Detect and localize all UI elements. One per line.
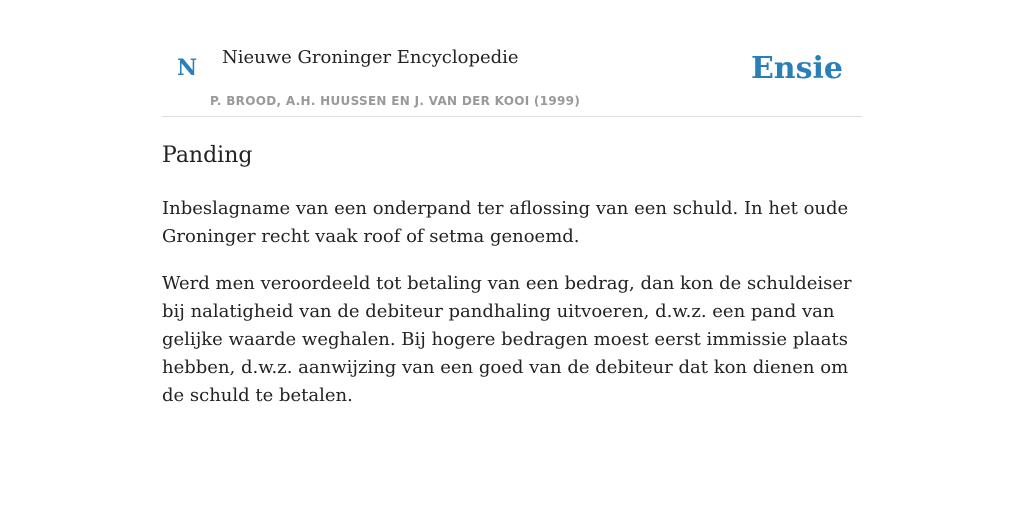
entry-paragraph: Werd men veroordeeld tot betaling van een bedrag, dan kon de schuldeiser bij nalatigheid van de debiteur pandhaling uitvoeren, d.w.z. een pand van gelijke waarde weghalen. Bij hogere bedragen moest eerst immissie plaats hebben, d.w.z. aanwijzing van een goed van de debiteur dat kon dienen om de schuld te betalen. <box>162 273 852 406</box>
entry-body <box>162 195 862 410</box>
entry-title: Panding <box>162 143 253 168</box>
ensie-logo-link[interactable]: Ensie <box>750 51 843 86</box>
book-header <box>162 0 862 117</box>
book-authors: P. BROOD, A.H. HUUSSEN EN J. VAN DER KOOI (1999) <box>210 94 581 108</box>
book-logo[interactable]: N <box>177 55 198 81</box>
page-container <box>162 0 862 410</box>
entry-paragraph: Inbeslagname van een onderpand ter aflossing van een schuld. In het oude Groninger recht vaak roof of setma genoemd. <box>162 198 849 247</box>
book-title[interactable]: Nieuwe Groninger Encyclopedie <box>222 47 519 68</box>
